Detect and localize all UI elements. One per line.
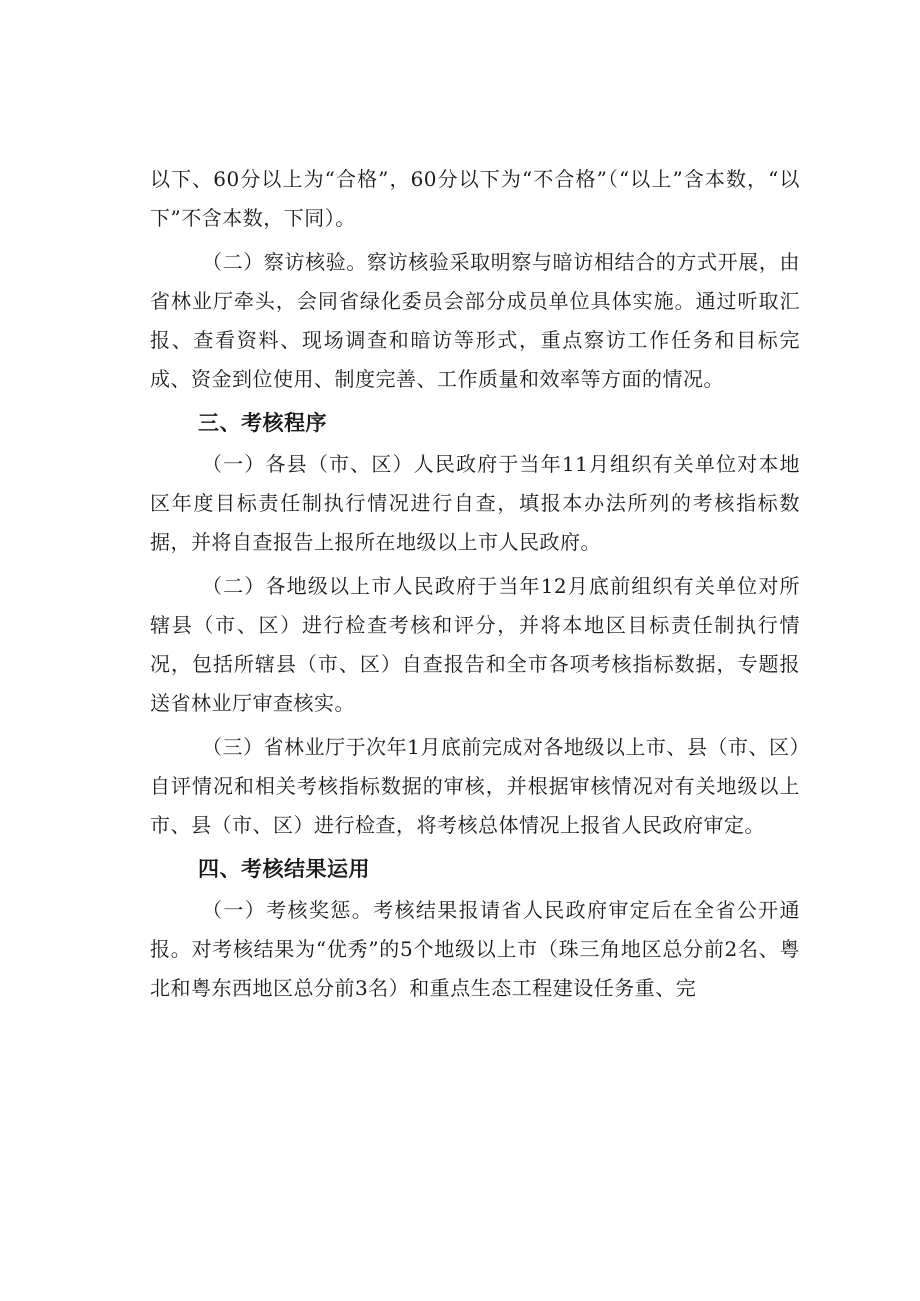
section-heading-assessment-procedure: 三、考核程序: [198, 411, 327, 435]
paragraph-grading-continuation: 以下、60分以上为“合格”，60分以下为“不合格”（“以上”含本数，“以下”不含本数，下同）。: [150, 167, 800, 230]
paragraph-procedure-province-audit: （三）省林业厅于次年1月底前完成对各地级以上市、县（市、区）自评情况和相关考核指标数据的审核，并根据审核情况对有关地级以上市、县（市、区）进行检查，将考核总体情况上报省人民政府审定。: [150, 735, 800, 837]
document-body: [150, 160, 800, 1008]
paragraph-rewards-penalties: （一）考核奖惩。考核结果报请省人民政府审定后在全省公开通报。对考核结果为“优秀”的5个地级以上市（珠三角地区总分前2名、粤北和粤东西地区总分前3名）和重点生态工程建设任务重、完: [150, 898, 800, 1000]
paragraph-procedure-county-selfcheck: （一）各县（市、区）人民政府于当年11月组织有关单位对本地区年度目标责任制执行情况进行自查，填报本办法所列的考核指标数据，并将自查报告上报所在地级以上市人民政府。: [150, 452, 800, 554]
paragraph-procedure-city-review: （二）各地级以上市人民政府于当年12月底前组织有关单位对所辖县（市、区）进行检查考核和评分，并将本地区目标责任制执行情况，包括所辖县（市、区）自查报告和全市各项考核指标数据，专题报送省林业厅审查核实。: [150, 574, 800, 715]
section-heading-result-application: 四、考核结果运用: [198, 857, 370, 881]
paragraph-inspection-verification: （二）察访核验。察访核验采取明察与暗访相结合的方式开展，由省林业厅牵头，会同省绿化委员会部分成员单位具体实施。通过听取汇报、查看资料、现场调查和暗访等形式，重点察访工作任务和目标完成、资金到位使用、制度完善、工作质量和效率等方面的情况。: [150, 250, 800, 391]
